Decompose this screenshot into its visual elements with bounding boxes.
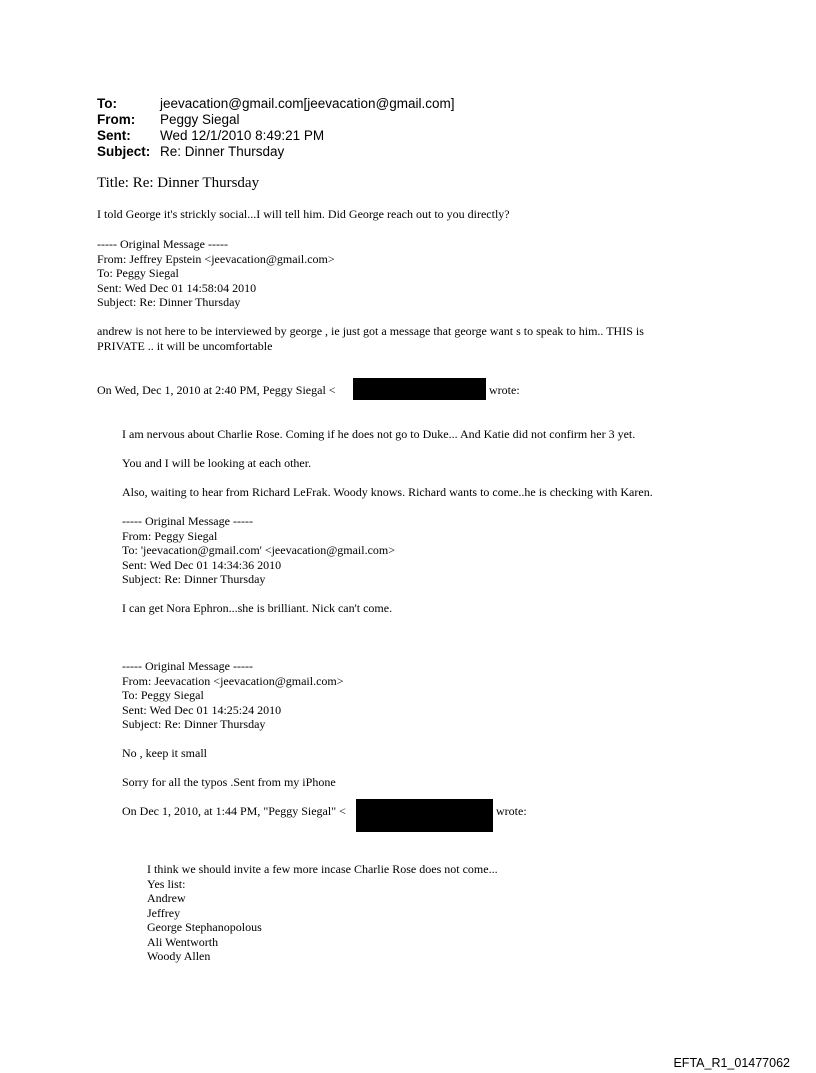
list-item: Jeffrey bbox=[147, 905, 181, 920]
body-line: I am nervous about Charlie Rose. Coming if he does not go to Duke... And Katie did not confirm her 3 yet. bbox=[122, 427, 636, 441]
original-message-from: From: Peggy Siegal bbox=[122, 528, 218, 543]
quote-suffix: wrote: bbox=[496, 804, 527, 818]
original-message-to: To: Peggy Siegal bbox=[122, 688, 204, 702]
yes-list-label: Yes list: bbox=[147, 876, 186, 891]
original-message-sent: Sent: Wed Dec 01 14:25:24 2010 bbox=[122, 702, 282, 717]
quote-attribution bbox=[97, 383, 336, 398]
subject-label: Subject: bbox=[97, 144, 151, 159]
email-header bbox=[97, 96, 455, 160]
body-line: andrew is not here to be interviewed by george , ie just got a message that george want s to speak to him.. THIS is bbox=[97, 324, 644, 338]
sent-value: Wed 12/1/2010 8:49:21 PM bbox=[160, 128, 325, 143]
original-message-subject: Subject: Re: Dinner Thursday bbox=[122, 717, 266, 731]
list-item: Andrew bbox=[147, 891, 186, 905]
to-label: To: bbox=[97, 96, 117, 111]
list-item: Ali Wentworth bbox=[147, 934, 219, 949]
quote-prefix: On Wed, Dec 1, 2010 at 2:40 PM, Peggy Siegal < bbox=[97, 383, 336, 397]
original-message-separator: ----- Original Message ----- bbox=[122, 659, 253, 673]
original-message-subject: Subject: Re: Dinner Thursday bbox=[97, 295, 241, 309]
original-message-header bbox=[122, 514, 395, 587]
document-title: Title: Re: Dinner Thursday bbox=[97, 175, 260, 191]
original-message-subject: Subject: Re: Dinner Thursday bbox=[122, 572, 266, 586]
from-value: Peggy Siegal bbox=[160, 112, 240, 127]
to-value: jeevacation@gmail.com[jeevacation@gmail.com] bbox=[160, 96, 455, 111]
yes-list-block bbox=[147, 862, 498, 964]
list-item: George Stephanopolous bbox=[147, 920, 262, 934]
original-message-to: To: 'jeevacation@gmail.com' <jeevacation@gmail.com> bbox=[122, 543, 396, 557]
body-line: PRIVATE .. it will be uncomfortable bbox=[97, 338, 273, 353]
quote-prefix: On Dec 1, 2010, at 1:44 PM, "Peggy Siegal" < bbox=[122, 804, 346, 818]
document-id: EFTA_R1_01477062 bbox=[673, 1056, 790, 1070]
redaction-box bbox=[356, 799, 493, 832]
from-label: From: bbox=[97, 112, 136, 127]
original-message-sent: Sent: Wed Dec 01 14:34:36 2010 bbox=[122, 557, 282, 572]
quote-attribution bbox=[122, 804, 346, 819]
body-line: Also, waiting to hear from Richard LeFrak. Woody knows. Richard wants to come..he is checking with Karen. bbox=[122, 485, 653, 499]
original-message-separator: ----- Original Message ----- bbox=[97, 237, 228, 251]
body-line: I told George it's strickly social...I will tell him. Did George reach out to you directly? bbox=[97, 207, 510, 221]
body-line: I think we should invite a few more incase Charlie Rose does not come... bbox=[147, 862, 498, 876]
body-line: No , keep it small bbox=[122, 746, 207, 760]
sent-label: Sent: bbox=[97, 128, 131, 143]
original-message-header bbox=[97, 237, 335, 310]
body-line: I can get Nora Ephron...she is brilliant. Nick can't come. bbox=[122, 601, 393, 615]
original-message-from: From: Jeevacation <jeevacation@gmail.com> bbox=[122, 673, 344, 688]
body-line: You and I will be looking at each other. bbox=[122, 456, 312, 470]
original-message-header bbox=[122, 659, 344, 732]
body-paragraph bbox=[97, 324, 644, 353]
original-message-sent: Sent: Wed Dec 01 14:58:04 2010 bbox=[97, 280, 257, 295]
quote-suffix: wrote: bbox=[489, 383, 520, 397]
original-message-to: To: Peggy Siegal bbox=[97, 266, 179, 280]
original-message-from: From: Jeffrey Epstein <jeevacation@gmail.com> bbox=[97, 251, 335, 266]
body-line: Sorry for all the typos .Sent from my iPhone bbox=[122, 775, 336, 789]
subject-value: Re: Dinner Thursday bbox=[160, 144, 285, 159]
list-item: Woody Allen bbox=[147, 949, 211, 963]
redaction-box bbox=[353, 378, 486, 400]
original-message-separator: ----- Original Message ----- bbox=[122, 514, 253, 528]
